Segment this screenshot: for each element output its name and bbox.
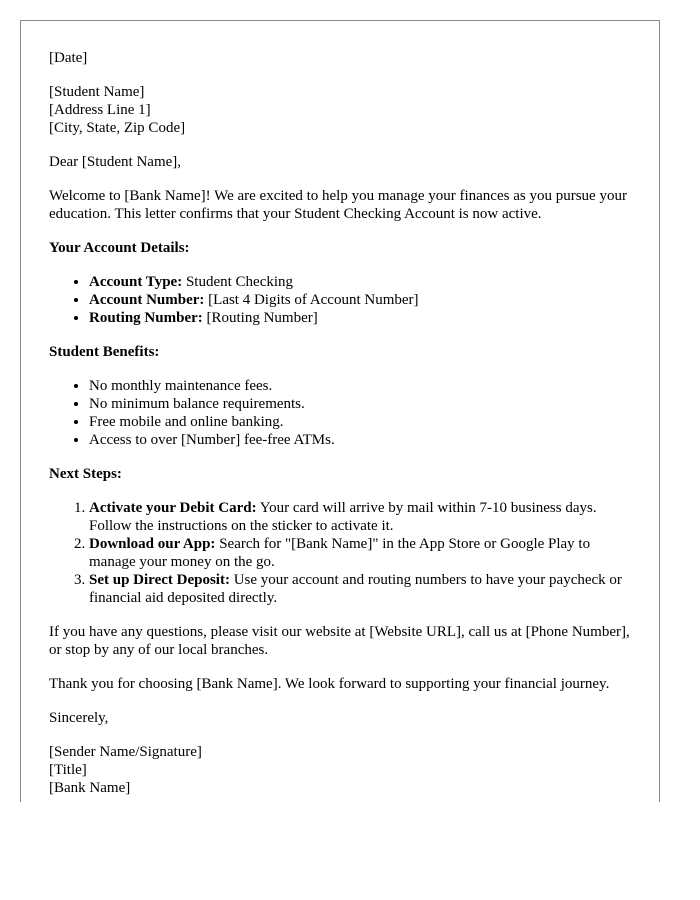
account-detail-value: [Last 4 Digits of Account Number] [204, 292, 419, 308]
next-step-item [89, 535, 631, 571]
closing: Sincerely, [49, 710, 109, 726]
recipient-name: [Student Name] [49, 84, 145, 100]
salutation: Dear [Student Name], [49, 154, 182, 170]
recipient-address-line-1: [Address Line 1] [49, 102, 151, 118]
next-step-item [89, 571, 631, 607]
account-detail-item [89, 309, 631, 327]
benefit-item: • No minimum balance requirements. [89, 395, 631, 413]
account-detail-label: Account Type: [89, 274, 183, 290]
account-detail-value: [Routing Number] [202, 310, 318, 326]
sender-bank: [Bank Name] [49, 780, 131, 796]
recipient-address-block [49, 83, 631, 137]
benefit-item: • Free mobile and online banking. [89, 413, 631, 431]
account-detail-item [89, 273, 631, 291]
next-steps-heading: Next Steps: [49, 466, 122, 482]
signature-block [49, 743, 631, 797]
recipient-city-state-zip: [City, State, Zip Code] [49, 120, 186, 136]
next-step-label: Activate your Debit Card: [89, 500, 257, 516]
account-detail-label: Routing Number: [89, 310, 203, 326]
benefit-item: • Access to over [Number] fee-free ATMs. [89, 431, 631, 449]
account-details-heading: Your Account Details: [49, 240, 190, 256]
next-step-text: Your card will arrive by mail within 7-10 business days. Follow the instructions on the sticker to activate it. [89, 500, 597, 534]
next-step-item [89, 499, 631, 535]
letter-page [20, 20, 660, 802]
next-step-text: Search for "[Bank Name]" in the App Store or Google Play to manage your money on the go. [89, 536, 591, 570]
next-steps-list [49, 499, 631, 607]
sender-title: [Title] [49, 762, 87, 778]
benefit-item: • No monthly maintenance fees. [89, 377, 631, 395]
letter-content [21, 21, 659, 797]
next-step-label: Set up Direct Deposit: [89, 572, 230, 588]
account-details-list [49, 273, 631, 327]
thanks-paragraph: Thank you for choosing [Bank Name]. We look forward to supporting your financial journey. [49, 676, 610, 692]
next-step-text: Use your account and routing numbers to have your paycheck or financial aid deposited directly. [89, 572, 622, 606]
student-benefits-heading: Student Benefits: [49, 344, 160, 360]
sender-name: [Sender Name/Signature] [49, 744, 202, 760]
account-detail-item [89, 291, 631, 309]
letter-date: [Date] [49, 50, 88, 66]
account-detail-label: Account Number: [89, 292, 205, 308]
questions-paragraph: If you have any questions, please visit our website at [Website URL], call us at [Phone Number], or stop by any of our local branches. [49, 624, 630, 658]
intro-paragraph: Welcome to [Bank Name]! We are excited to help you manage your finances as you pursue your education. This letter confirms that your Student Checking Account is now active. [49, 188, 627, 222]
account-detail-value: Student Checking [182, 274, 294, 290]
student-benefits-list [49, 377, 631, 449]
next-step-label: Download our App: [89, 536, 216, 552]
